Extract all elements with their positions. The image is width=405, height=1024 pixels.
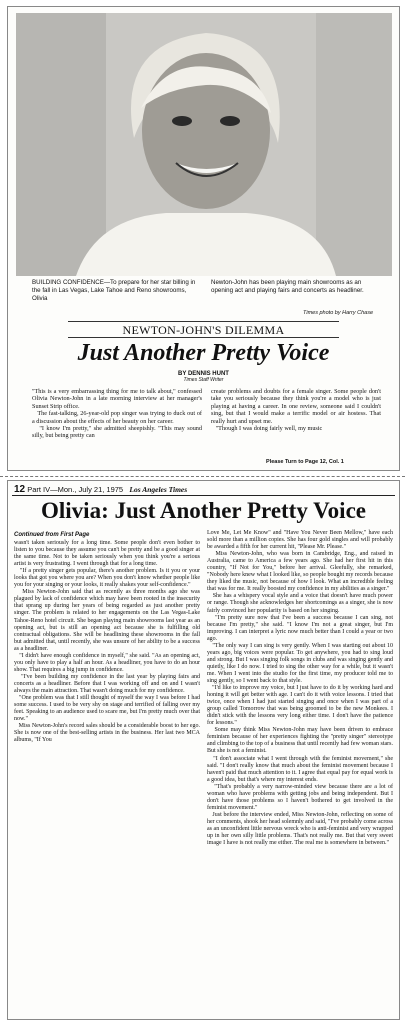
folio-page-number: 12 [14,484,26,495]
folio-line [14,484,187,495]
jump-column-left: wasn't taken seriously for a long time. Some people don't even bother to listen to you because they assume you can't be pretty and be a good singer at the same time. Not to be taken seriously when you think you're a serious artist is very frustrating. I went through that for a long time. "If a pretty singer gets popular, there's another problem. Is it you or your looks that got you where you are? When you don't know whether people like you for your singing or your looks, it really shakes your self-confidence." Miss Newton-John said that as recently as three months ago she was plagued by lack of confidence which may have been rooted in the insecurity that sprang up during her years of being regarded as just another pretty singer. The problem is related to her engagements on the Las Vegas-Lake Tahoe-Reno hotel circuit. She began playing main showrooms last year as an opening act, but is still an opening act because she is fulfilling old contractual obligations. She will be headlining these showrooms in the fall but admitted that, until recently, she was unsure of her ability to be a success as a headliner. "I didn't have enough confidence in myself," she said. "As an opening act, you only have to play a half an hour. As a headliner, you have to do an hour show. That requires a big jump in confidence. "I've been building my confidence in the last year by playing fairs and concerts as a headliner. Before that I was working off and on and I wasn't always the main attraction. That wasn't doing much for my confidence. "One problem was that I still thought of myself the way I was before I had some success. I used to be very shy on stage and terrified of falling over my feet. Speaking to an audience used to scare me, but I'm pretty much over that now." Miss Newton-John's record sales should be a considerable boost to her ego. She is now one of the best-selling artists in the business. Her last two MCA albums, "If You [14,540,201,744]
kicker: NEWTON-JOHN'S DILEMMA [122,323,285,337]
portrait-illustration [16,13,392,276]
byline [8,371,399,383]
front-headline: Just Another Pretty Voice [77,340,330,366]
folio-date: Part IV—Mon., July 21, 1975 [27,485,124,494]
portrait-photo [16,13,392,276]
front-page-clipping [7,6,400,471]
photo-caption-left: BUILDING CONFIDENCE—To prepare for her star billing in the fall in Las Vegas, Lake Tahoe and Reno showrooms, Olivia [32,279,196,302]
jump-headline: Olivia: Just Another Pretty Voice [41,498,366,523]
byline-name: BY DENNIS HUNT [178,371,229,377]
front-column-left: "This is a very embarrassing thing for me to talk about," confessed Olivia Newton-John in a late morning interview at her manager's Sunset Strip office. The fast-talking, 26-year-old pop singer was trying to duck out of a discussion about the effects of her beauty on her career. "I know I'm pretty," she admitted sheepishly. "This may sound silly, but being pretty can [32,388,202,440]
jump-line: Please Turn to Page 12, Col. 1 [266,459,344,465]
photo-credit: Times photo by Harry Chase [303,310,373,316]
kicker-top-rule [68,321,339,322]
folio-paper-name: Los Angeles Times [129,485,188,494]
folio-rule [12,495,395,496]
jump-page-clipping [7,480,400,1020]
continued-from-label: Continued from First Page [14,532,90,538]
byline-title: Times Staff Writer [183,377,224,383]
front-column-right: create problems and doubts for a female singer. Some people don't take you seriously because they think you're a model who is just playing at having a career. In one review, someone said I couldn't sing, but that I would make a terrific model or air hostess. That really hurt and upset me. "Though I was doing fairly well, my music [211,388,381,433]
kicker-bottom-rule [68,337,339,338]
photo-caption-right: Newton-John has been playing main showrooms as an opening act and playing fairs and concerts as headliner. [211,279,364,294]
jump-column-right: Love Me, Let Me Know" and "Have You Never Been Mellow," have each sold more than a million copies. She has four gold singles and will probably be awarded a fifth for her current hit, "Please Mr. Please." Miss Newton-John, who was born in Cambridge, Eng., and raised in Australia, came to America a few years ago. She had her first hit in this country, "If Not for You," before her arrival. Gleefully, she remarked, "Nobody here knew what I looked like, so people bought my records because they liked the music, not because of how I look. What an incredible feeling that was for me. It really boosted my confidence in my abilities as a singer." She has a whispery vocal style and a voice that doesn't have much power or range. Though she acknowledges her shortcomings as a singer, she is now fairly convinced her popularity is based on her singing. "I'm pretty sure now that I've been a success because I can sing, not because I'm pretty," she said. "I know I'm not a great singer, but I'm improving. I can interpret a lyric now much better than I could a year or two ago. "The only way I can sing is very gently. When I was starting out about 10 years ago, big voices were popular. To get anywhere, you had to sing loud and strong. But I was singing folk songs in clubs and was singing gently and quietly, like I do now. I tried to sing the other way for a while, but it wasn't me. When I went into the studio for the first time, my producer told me to sing gently, so I went back to that style. "I'd like to improve my voice, but I just have to do it by working hard and honing it will get better with age. I can't do it with voice lessons. I tried that twice, once when I had just started singing and once when I was part of a group called Tomorrow that was being groomed to be the new Monkees. I didn't stick with the lessons very long either time. I don't have the patience for lessons." Some may think Miss Newton-John may have been driven to embrace feminism because of her experiences fighting the "pretty singer" stereotype and climbing to the top of a business that until recently had few woman stars. But she is not a feminist. "I don't associate what I went through with the feminist movement," she said. "I don't really know that much about the feminist movement because I haven't paid that much attention to it. I agree that equal pay for equal work is a good idea, but that's where my interest ends. "That's probably a very narrow-minded view because there are a lot of woman who have problems with getting jobs and being independent. But I don't have those problems so I haven't bothered to get involved in the feminist movement." Just before the interview ended, Miss Newton-John, reflecting on some of her comments, shook her head solemnly and said, "I've probably come across as an unconfident little nervous wreck who is anti-feminist and very wrapped up in her own silly little problems. That's not really me. But that very sweet image I have is not really me either. The real me is somewhere in between." [207,530,394,847]
